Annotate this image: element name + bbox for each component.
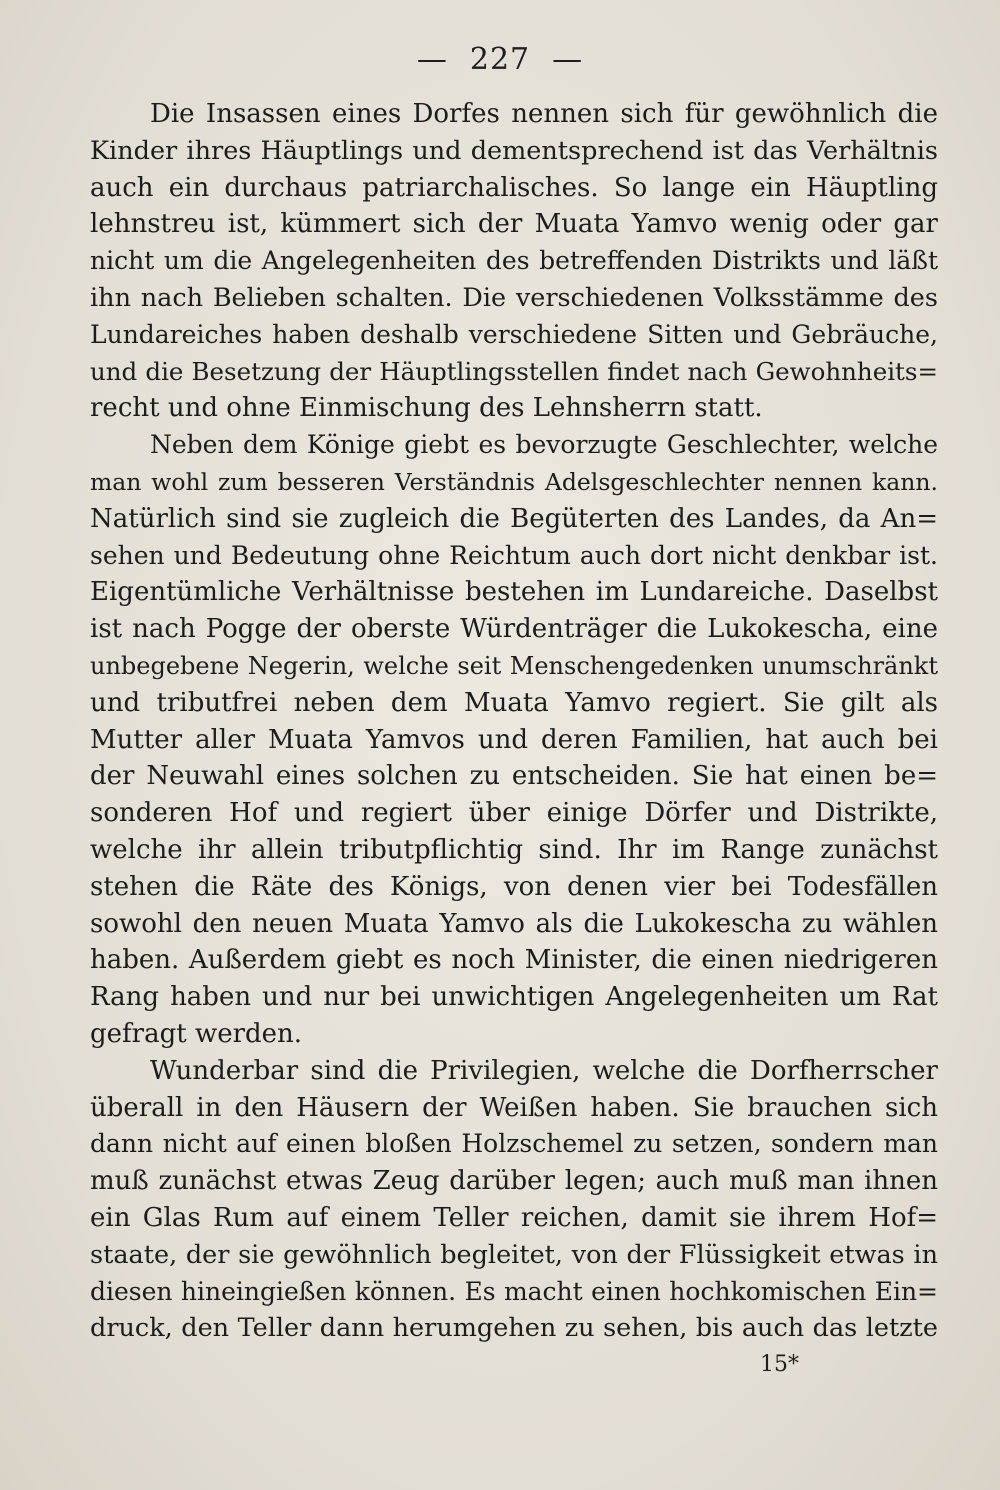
text-line: unbegebene Negerin, welche seit Menschengedenken unumschränkt [90,651,938,680]
text-line: Natürlich sind sie zugleich die Begüterten des Landes, da An= [90,503,938,534]
text-line: recht und ohne Einmischung des Lehnsherrn statt. [90,393,763,424]
text-line: ihn nach Belieben schalten. Die verschiedenen Volksstämme des [90,282,938,313]
text-line: Neben dem Könige giebt es bevorzugte Geschlechter, welche [150,430,938,460]
text-line: Eigentümliche Verhältnisse bestehen im Lundareiche. Daselbst [90,577,938,608]
text-line: Mutter aller Muata Yamvos und deren Familien, hat auch bei [90,724,938,755]
text-line: staate, der sie gewöhnlich begleitet, von der Flüssigkeit etwas in [90,1239,938,1270]
text-line: Rang haben und nur bei unwichtigen Angelegenheiten um Rat [90,982,938,1013]
page-header [0,42,1000,77]
text-line: Kinder ihres Häuptlings und dementsprechend ist das Verhältnis [90,135,938,166]
text-line: nicht um die Angelegenheiten des betreffenden Distrikts und läßt [90,246,938,276]
text-line: und die Besetzung der Häuptlingsstellen findet nach Gewohnheits= [90,356,938,386]
header-dash-right: — [552,42,584,77]
text-line: man wohl zum besseren Verständnis Adelsgeschlechter nennen kann. [90,467,938,496]
text-line: auch ein durchaus patriarchalisches. So lange ein Häuptling [90,172,938,203]
text-line: der Neuwahl eines solchen zu entscheiden. Sie hat einen be= [90,761,938,792]
text-line: haben. Außerdem giebt es noch Minister, die einen niedrigeren [90,945,938,976]
text-line: ein Glas Rum auf einem Teller reichen, damit sie ihrem Hof= [90,1202,938,1233]
text-line: muß zunächst etwas Zeug darüber legen; auch muß man ihnen [90,1166,938,1197]
text-line: Lundareiches haben deshalb verschiedene Sitten und Gebräuche, [90,319,938,349]
text-line: sowohl den neuen Muata Yamvo als die Lukokescha zu wählen [90,908,938,939]
signature-mark: 15* [760,1352,799,1377]
text-line: sehen und Bedeutung ohne Reichtum auch dort nicht denkbar ist. [90,540,938,570]
text-line: druck, den Teller dann herumgehen zu sehen, bis auch das letzte [90,1313,938,1344]
text-line: sonderen Hof und regiert über einige Dörfer und Distrikte, [90,798,938,829]
text-line: lehnstreu ist, kümmert sich der Muata Yamvo wenig oder gar [90,209,938,240]
text-line: gefragt werden. [90,1018,303,1049]
text-line: Wunderbar sind die Privilegien, welche die Dorfherrscher [150,1055,938,1086]
header-dash-left: — [416,42,448,77]
text-line: und tributfrei neben dem Muata Yamvo regiert. Sie gilt als [90,687,938,718]
text-line: Die Insassen eines Dorfes nennen sich für gewöhnlich die [150,99,938,129]
text-line: überall in den Häusern der Weißen haben. Sie brauchen sich [90,1092,938,1123]
text-line: dann nicht auf einen bloßen Holzschemel zu setzen, sondern man [90,1129,938,1159]
text-line: ist nach Pogge der oberste Würdenträger die Lukokescha, eine [90,614,938,645]
text-line: diesen hineingießen können. Es macht einen hochkomischen Ein= [90,1276,938,1306]
page-text [90,96,938,1347]
text-line: stehen die Räte des Königs, von denen vier bei Todesfällen [90,871,938,902]
text-line: welche ihr allein tributpflichtig sind. Ihr im Range zunächst [90,834,938,865]
page-number: 227 [469,42,531,77]
